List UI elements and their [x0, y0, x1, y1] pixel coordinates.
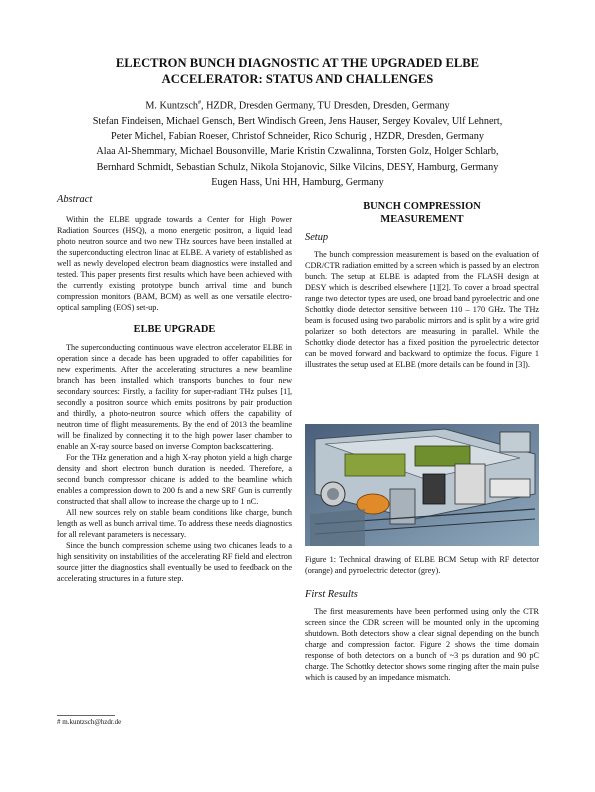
- author-line-1: [30, 96, 565, 114]
- lead-affiliation: , HZDR, Dresden Germany, TU Dresden, Dresden, Germany: [200, 100, 450, 112]
- setup-heading: Setup: [305, 232, 329, 243]
- author-line-4: Alaa Al-Shemmary, Michael Bousonville, Marie Kristin Czwalinna, Torsten Golz, Holger Schlarb,: [96, 146, 499, 158]
- setup-text: The bunch compression measurement is based on the evaluation of CDR/CTR radiation emitted by a screen which is passed by an electron bunch. The setup at ELBE is adapted from the FLASH design at DESY which is described elsewhere [1][2]. To cover a broad spectral range two detector types are used, one broad band pyroelectric and one Schottky diode detector sensitive between 110 – 170 GHz. The THz beam is focused using two parabolic mirrors and is split by a wire grid polarizer so both detectors are measuring in parallel. While the Schottky diode detector has a fixed position the pyroelectric detector can be moved forward and backward to optimize the focus. Figure 1 illustrates the setup used at ELBE (more details can be found in [3]).: [305, 250, 539, 369]
- author-line-6: Eugen Hass, Uni HH, Hamburg, Germany: [211, 176, 384, 188]
- bcm-setup-drawing: [305, 424, 539, 546]
- title-line-2: ACCELERATOR: STATUS AND CHALLENGES: [161, 72, 434, 86]
- bunch-compression-heading-2: MEASUREMENT: [380, 214, 464, 225]
- elbe-upgrade-paragraph-1: The superconducting continuous wave electron accelerator ELBE in operation since a decade has been upgraded to offer capabilities for new experiments. After the accelerating structures a new beamline branch has been installed which transports bunches to four new secondary sources: Firstly, a facility for super-radiant THz pulses [1], secondly a positron source which emits positrons by pair production and thirdly, a photo-neutron source which offers the capability of neutron time of flight measurements. By the end of 2013 the beamline will be finalized by connecting it to the high power laser chamber to enable an X-ray source based on inverse Compton backscattering.: [57, 343, 292, 451]
- first-results-section: [305, 589, 539, 683]
- bunch-compression-heading-1: BUNCH COMPRESSION: [363, 201, 481, 212]
- abstract-heading: Abstract: [57, 194, 93, 205]
- first-results-heading: First Results: [305, 589, 358, 600]
- footnote-email: # m.kuntzsch@hzdr.de: [57, 718, 122, 726]
- author-line-2: Stefan Findeisen, Michael Gensch, Bert Windisch Green, Jens Hauser, Sergey Kovalev, Ulf Lehnert,: [92, 115, 503, 127]
- technical-drawing-image: [305, 424, 539, 546]
- author-line-5: Bernhard Schmidt, Sebastian Schulz, Nikola Stojanovic, Silke Vilcins, DESY, Hamburg, Germany: [96, 161, 499, 173]
- corresponding-mark: #: [197, 100, 201, 106]
- title-line-1: ELECTRON BUNCH DIAGNOSTIC AT THE UPGRADED ELBE: [115, 56, 480, 70]
- right-column: [305, 200, 539, 370]
- elbe-upgrade-paragraph-2: For the THz generation and a high X-ray photon yield a high charge density and short electron bunch duration is needed. Therefore, a second bunch compressor chicane is added to the beamline which enables a compression down to 200 fs and a new SRF Gun is currently constructed that shall allow to increase the charge up to 1 nC.: [57, 453, 292, 506]
- elbe-upgrade-paragraph-3: All new sources rely on stable beam conditions like charge, bunch length as well as bunch arrival time. To address these needs diagnostics for all relevant parameters is necessary.: [57, 508, 292, 539]
- left-column: [57, 194, 292, 584]
- abstract-text: Within the ELBE upgrade towards a Center for High Power Radiation Sources (HSQ), a mono energetic positron, a liquid lead photo neutron source and two new THz sources have been installed at the superconducting electron linac at ELBE. A variety of established as well as newly developed electron beam diagnostics were installed and tested. This paper presents first results which have been achieved with the currently existing prototype bunch arrival time and bunch compression monitors (BAM, BCM) as well as one versatile electro-optical sampling (EOS) set-up.: [57, 215, 292, 312]
- paper-title: [40, 55, 555, 87]
- figure-1-caption: Figure 1: Technical drawing of ELBE BCM Setup with RF detector (orange) and pyroelectric detector (grey).: [305, 555, 539, 575]
- author-line-3: Peter Michel, Fabian Roeser, Christof Schneider, Rico Schurig , HZDR, Dresden, Germany: [111, 130, 484, 142]
- footnote-rule: [57, 715, 115, 716]
- first-results-text: The first measurements have been performed using only the CTR screen since the CDR screen will be mounted only in the upcoming shutdown. Both detectors show a clear signal depending on the bunch charge and compression factor. Figure 2 shows the time domain response of both detectors on a bunch of ~3 ps duration and 90 pC charge. The Schottky detector shows some ringing after the main pulse which is caused by an impedance mismatch.: [305, 607, 539, 682]
- lead-author: M. Kuntzsch: [145, 100, 198, 112]
- elbe-upgrade-paragraph-4: Since the bunch compression scheme using two chicanes leads to a high sensitivity on instabilities of the accelerating RF field and electron source jitter the diagnostics shall eventually be used to feedback on the accelerating structures in a future step.: [57, 541, 292, 583]
- elbe-upgrade-heading: ELBE UPGRADE: [133, 324, 216, 335]
- author-list: [30, 96, 565, 190]
